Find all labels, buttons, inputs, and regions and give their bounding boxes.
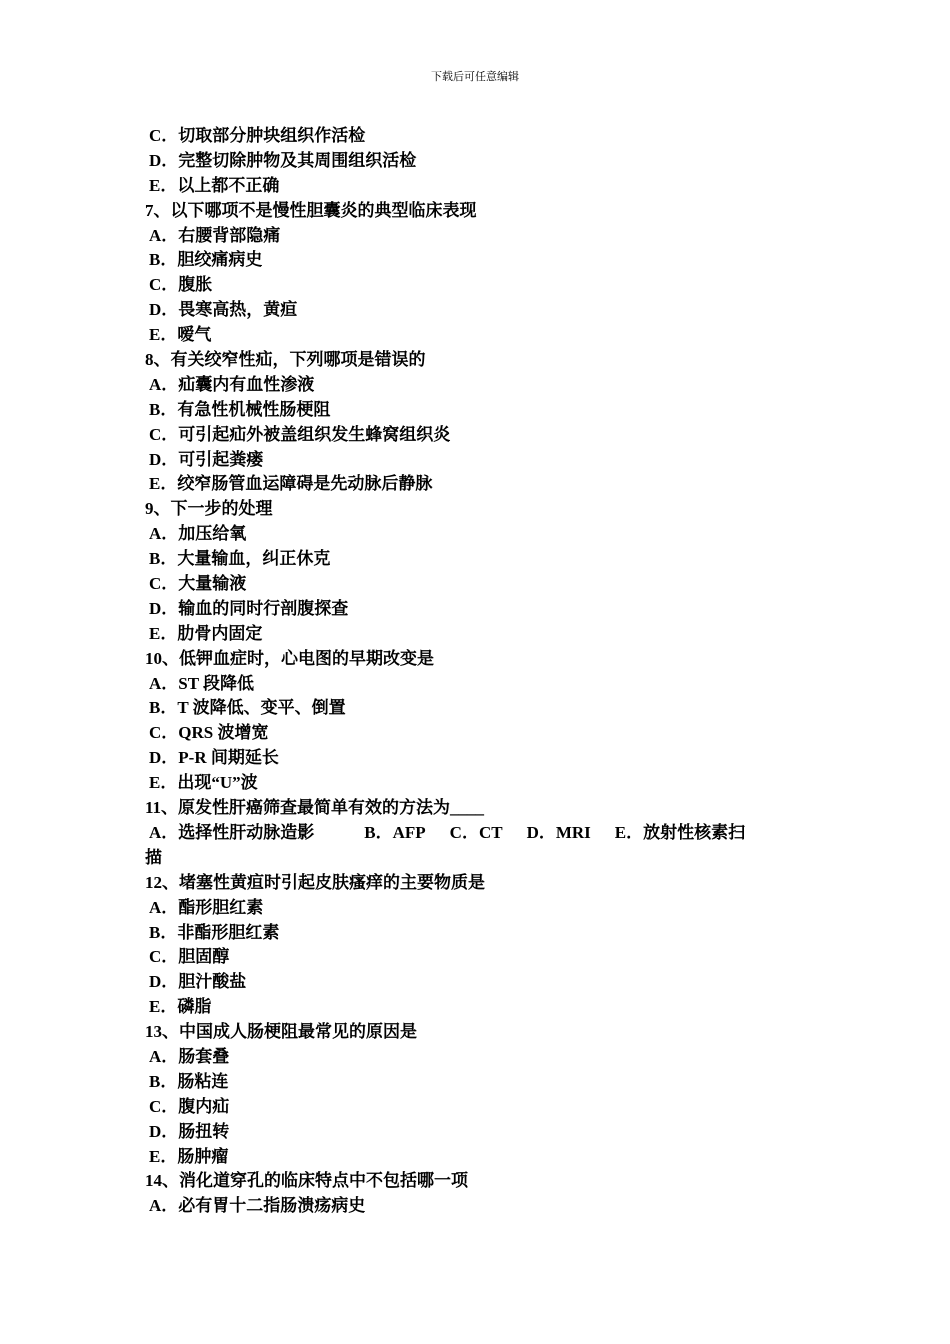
answer-option — [145, 771, 825, 796]
answer-option — [145, 373, 825, 398]
answer-option — [145, 622, 825, 647]
page-header: 下载后可任意编辑 — [431, 70, 519, 83]
option-letter: C． — [149, 275, 179, 295]
option-text: 有急性机械性肠梗阻 — [177, 399, 331, 419]
answer-option — [145, 597, 825, 622]
option-letter: E． — [149, 623, 178, 643]
option-text: 输血的同时行剖腹探查 — [178, 598, 349, 618]
question-text: 7、以下哪项不是慢性胆囊炎的典型临床表现 — [145, 200, 477, 220]
answer-option — [145, 995, 825, 1020]
q11-option-a: A．选择性肝动脉造影 — [149, 822, 315, 842]
option-letter: E． — [149, 997, 178, 1017]
answer-option — [145, 945, 825, 970]
q11-options-line — [145, 821, 825, 846]
option-letter: A． — [149, 374, 179, 394]
answer-option — [145, 1070, 825, 1095]
question-text: 13、中国成人肠梗阻最常见的原因是 — [145, 1022, 417, 1042]
answer-option — [145, 248, 825, 273]
option-text: 肠粘连 — [177, 1071, 229, 1091]
option-text: 加压给氧 — [178, 524, 247, 544]
option-letter: D． — [149, 1121, 179, 1141]
answer-option — [145, 174, 825, 199]
answer-option — [145, 896, 825, 921]
question-stem — [145, 1169, 825, 1194]
option-text: 肠套叠 — [178, 1046, 230, 1066]
option-letter: B． — [149, 698, 178, 718]
question-block-1 — [145, 124, 825, 821]
option-text: 肠肿瘤 — [177, 1146, 229, 1166]
answer-option — [145, 1095, 825, 1120]
option-text: 必有胃十二指肠溃疡病史 — [178, 1196, 366, 1216]
option-text: 大量输液 — [178, 574, 247, 594]
question-stem — [145, 348, 825, 373]
option-letter: A． — [149, 673, 179, 693]
option-letter: B． — [149, 549, 178, 569]
option-letter: B． — [149, 922, 178, 942]
question-text: 11、原发性肝癌筛查最简单有效的方法为____ — [145, 798, 485, 818]
q11-option-b: B．AFP — [364, 822, 426, 842]
answer-option — [145, 124, 825, 149]
option-letter: A． — [149, 897, 179, 917]
question-stem — [145, 871, 825, 896]
q11-option-e-wrap: 描 — [145, 847, 162, 867]
option-text: 可引起粪瘘 — [178, 449, 264, 469]
question-text: 12、堵塞性黄疸时引起皮肤瘙痒的主要物质是 — [145, 872, 485, 892]
option-letter: E． — [149, 474, 178, 494]
option-text: 腹胀 — [178, 275, 213, 295]
option-letter: B． — [149, 1071, 178, 1091]
option-letter: E． — [149, 175, 178, 195]
option-letter: D． — [149, 449, 179, 469]
option-letter: E． — [149, 325, 178, 345]
option-text: QRS 波增宽 — [178, 723, 269, 743]
question-text: 10、低钾血症时，心电图的早期改变是 — [145, 648, 434, 668]
option-text: 胆汁酸盐 — [178, 972, 247, 992]
question-stem — [145, 647, 825, 672]
option-letter: D． — [149, 150, 179, 170]
option-text: 畏寒高热，黄疸 — [178, 300, 298, 320]
question-stem — [145, 796, 825, 821]
q11-option-c: C．CT — [449, 822, 503, 842]
option-letter: D． — [149, 972, 179, 992]
answer-option — [145, 547, 825, 572]
option-letter: B． — [149, 250, 178, 270]
question-text: 9、下一步的处理 — [145, 499, 273, 519]
option-text: 磷脂 — [177, 997, 212, 1017]
option-text: ST 段降低 — [178, 673, 255, 693]
option-text: 胆绞痛病史 — [177, 250, 263, 270]
answer-option — [145, 522, 825, 547]
option-text: 切取部分肿块组织作活检 — [178, 126, 366, 145]
answer-option — [145, 472, 825, 497]
answer-option — [145, 298, 825, 323]
question-text: 8、有关绞窄性疝，下列哪项是错误的 — [145, 350, 426, 370]
option-text: 腹内疝 — [178, 1096, 230, 1116]
question-content — [145, 124, 825, 1219]
option-text: 肋骨内固定 — [177, 623, 263, 643]
answer-option — [145, 746, 825, 771]
option-text: 酯形胆红素 — [178, 897, 264, 917]
question-stem — [145, 1020, 825, 1045]
question-stem — [145, 497, 825, 522]
option-letter: D． — [149, 300, 179, 320]
answer-option — [145, 1045, 825, 1070]
option-letter: C． — [149, 947, 179, 967]
option-letter: D． — [149, 598, 179, 618]
answer-option — [145, 1120, 825, 1145]
answer-option — [145, 672, 825, 697]
answer-option — [145, 696, 825, 721]
option-text: 非酯形胆红素 — [177, 922, 280, 942]
option-text: 可引起疝外被盖组织发生蜂窝组织炎 — [178, 424, 451, 444]
option-text: 疝囊内有血性渗液 — [178, 374, 315, 394]
option-text: 嗳气 — [177, 325, 212, 345]
option-text: T 波降低、变平、倒置 — [177, 698, 346, 718]
option-text: P-R 间期延长 — [178, 748, 279, 768]
answer-option — [145, 921, 825, 946]
option-text: 以上都不正确 — [177, 175, 280, 195]
answer-option — [145, 423, 825, 448]
option-letter: C． — [149, 574, 179, 594]
answer-option — [145, 970, 825, 995]
answer-option — [145, 1194, 825, 1219]
option-letter: E． — [149, 773, 178, 793]
option-letter: A． — [149, 1196, 179, 1216]
option-text: 右腰背部隐痛 — [178, 225, 281, 245]
answer-option — [145, 448, 825, 473]
q11-option-e: E．放射性核素扫 — [614, 822, 746, 842]
answer-option — [145, 572, 825, 597]
option-letter: C． — [149, 424, 179, 444]
answer-option — [145, 149, 825, 174]
question-text: 14、消化道穿孔的临床特点中不包括哪一项 — [145, 1171, 468, 1191]
answer-option — [145, 1145, 825, 1170]
answer-option — [145, 398, 825, 423]
option-letter: D． — [149, 748, 179, 768]
answer-option — [145, 323, 825, 348]
option-letter: B． — [149, 399, 178, 419]
option-text: 出现“U”波 — [177, 773, 258, 793]
answer-option — [145, 273, 825, 298]
question-block-2 — [145, 871, 825, 1219]
option-letter: E． — [149, 1146, 178, 1166]
q11-option-d: D．MRI — [526, 822, 591, 842]
option-letter: C． — [149, 723, 179, 743]
option-letter: A． — [149, 225, 179, 245]
option-letter: A． — [149, 524, 179, 544]
option-letter: A． — [149, 1046, 179, 1066]
answer-option — [145, 721, 825, 746]
question-stem — [145, 199, 825, 224]
answer-option — [145, 224, 825, 249]
option-text: 绞窄肠管血运障碍是先动脉后静脉 — [177, 474, 433, 494]
option-text: 胆固醇 — [178, 947, 230, 967]
option-text: 肠扭转 — [178, 1121, 230, 1141]
option-letter: C． — [149, 1096, 179, 1116]
option-letter: C． — [149, 126, 179, 145]
option-text: 完整切除肿物及其周围组织活检 — [178, 150, 417, 170]
option-text: 大量输血，纠正休克 — [177, 549, 331, 569]
